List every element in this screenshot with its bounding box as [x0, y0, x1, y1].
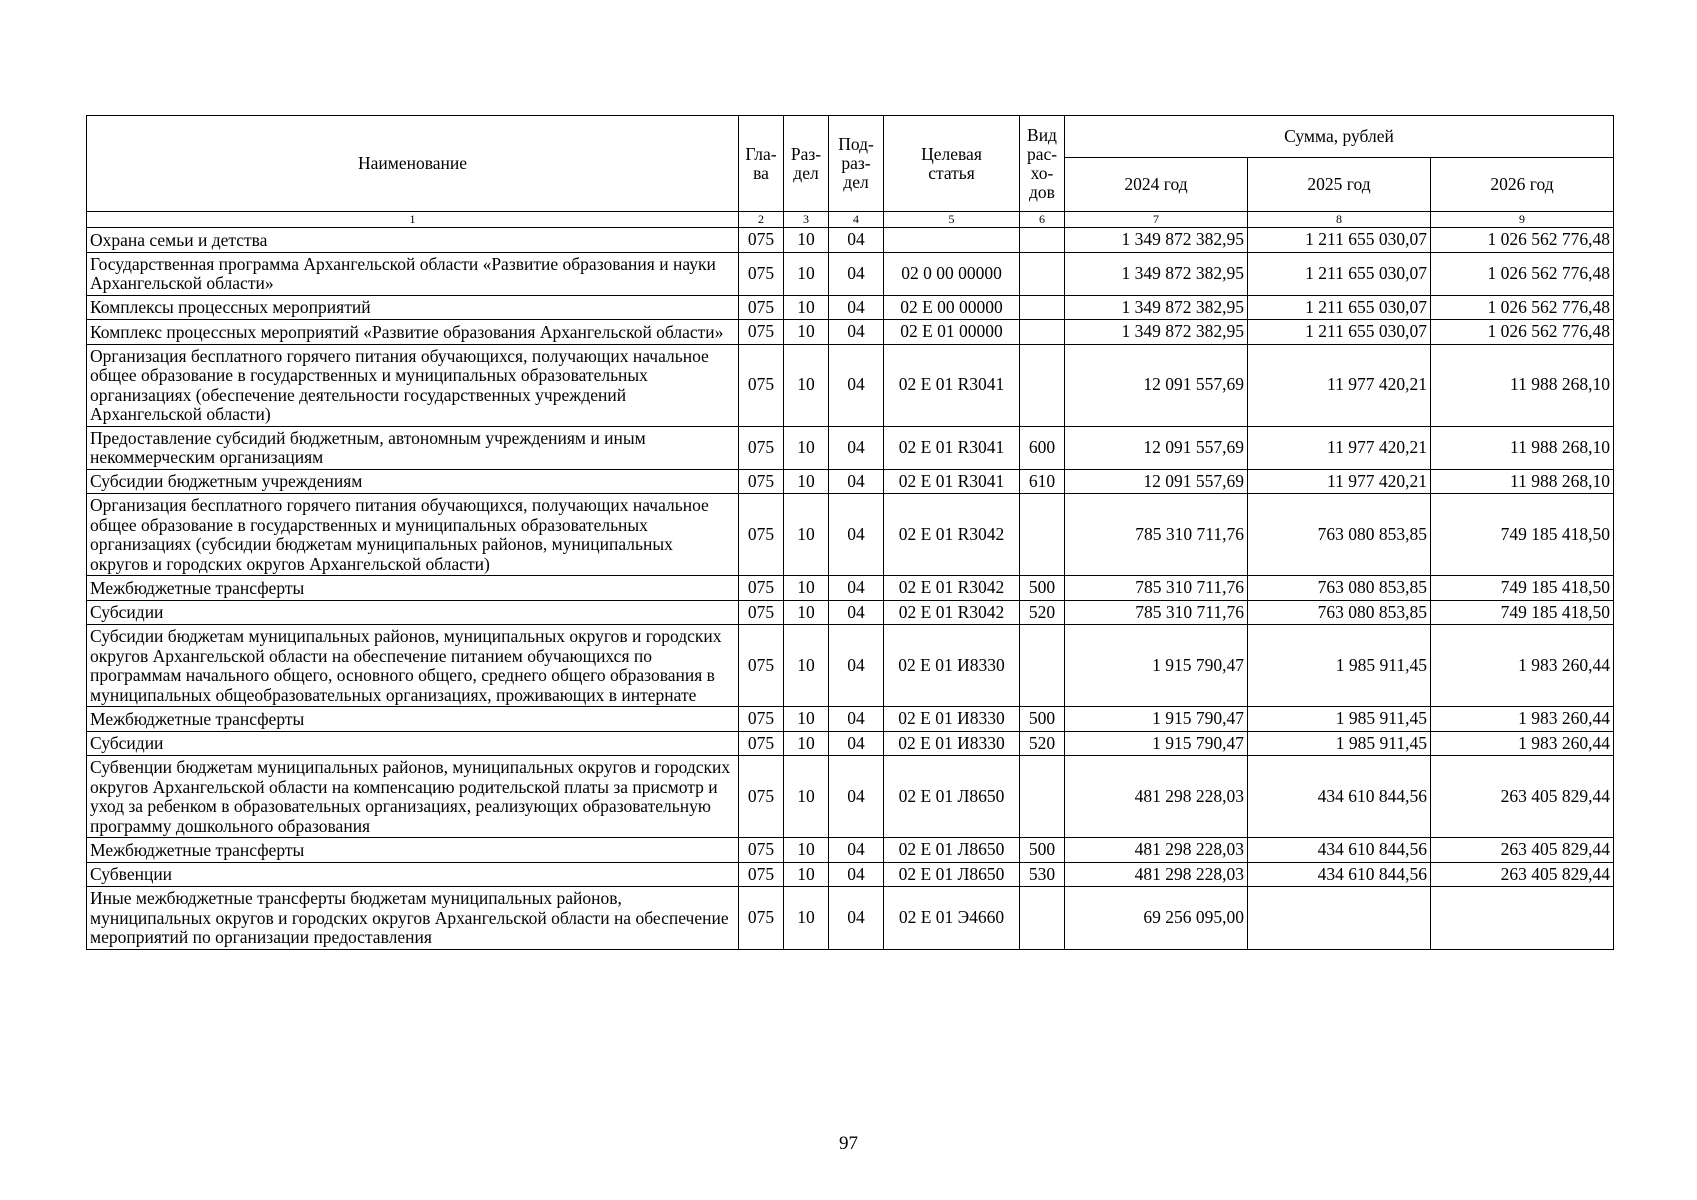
header-chapter: Гла- ва [739, 116, 784, 212]
table-row [87, 494, 1614, 576]
amount-2026: 1 983 260,44 [1431, 731, 1614, 756]
chapter-code: 075 [739, 625, 784, 707]
row-name: Организация бесплатного горячего питания обучающихся, получающих начальное общее образование в государственных и муниципальных образовательных организациях (обеспечение деятельности государственных учреждений Архангельской области) [87, 344, 739, 426]
subsection-code: 04 [829, 252, 884, 295]
expense-type-code: 600 [1020, 426, 1065, 469]
chapter-code: 075 [739, 838, 784, 863]
table-row [87, 469, 1614, 494]
expense-type-code [1020, 756, 1065, 838]
table-row [87, 344, 1614, 426]
subsection-code: 04 [829, 731, 884, 756]
budget-table [86, 115, 1614, 950]
amount-2025: 434 610 844,56 [1248, 862, 1431, 887]
table-row [87, 320, 1614, 345]
header-expense-type: Вид рас- хо- дов [1020, 116, 1065, 212]
amount-2025: 434 610 844,56 [1248, 756, 1431, 838]
subsection-code: 04 [829, 469, 884, 494]
table-row [87, 426, 1614, 469]
table-row [87, 625, 1614, 707]
column-number-row [87, 212, 1614, 228]
amount-2025 [1248, 887, 1431, 950]
section-code: 10 [784, 494, 829, 576]
target-article-code: 02 Е 01 Э4660 [884, 887, 1020, 950]
row-name: Межбюджетные трансферты [87, 838, 739, 863]
table-row [87, 252, 1614, 295]
subsection-code: 04 [829, 600, 884, 625]
chapter-code: 075 [739, 576, 784, 601]
subsection-code: 04 [829, 320, 884, 345]
row-name: Предоставление субсидий бюджетным, автономным учреждениям и иным некоммерческим организациям [87, 426, 739, 469]
chapter-code: 075 [739, 295, 784, 320]
subsection-code: 04 [829, 576, 884, 601]
target-article-code: 02 Е 01 R3041 [884, 426, 1020, 469]
amount-2025: 1 985 911,45 [1248, 707, 1431, 732]
row-name: Комплексы процессных мероприятий [87, 295, 739, 320]
column-number: 5 [884, 212, 1020, 228]
amount-2026: 749 185 418,50 [1431, 494, 1614, 576]
expense-type-code: 610 [1020, 469, 1065, 494]
amount-2024: 1 349 872 382,95 [1065, 228, 1248, 253]
subsection-code: 04 [829, 295, 884, 320]
section-code: 10 [784, 426, 829, 469]
amount-2024: 481 298 228,03 [1065, 838, 1248, 863]
amount-2026: 1 026 562 776,48 [1431, 252, 1614, 295]
table-row [87, 887, 1614, 950]
header-year-2024: 2024 год [1065, 158, 1248, 212]
header-target-article: Целевая статья [884, 116, 1020, 212]
header-sum: Сумма, рублей [1065, 116, 1614, 158]
expense-type-code: 530 [1020, 862, 1065, 887]
amount-2026: 263 405 829,44 [1431, 756, 1614, 838]
amount-2025: 1 985 911,45 [1248, 625, 1431, 707]
expense-type-code: 500 [1020, 576, 1065, 601]
header-year-2025: 2025 год [1248, 158, 1431, 212]
chapter-code: 075 [739, 320, 784, 345]
chapter-code: 075 [739, 494, 784, 576]
amount-2026: 1 026 562 776,48 [1431, 295, 1614, 320]
amount-2026: 749 185 418,50 [1431, 600, 1614, 625]
chapter-code: 075 [739, 252, 784, 295]
amount-2025: 11 977 420,21 [1248, 469, 1431, 494]
target-article-code: 02 Е 01 И8330 [884, 707, 1020, 732]
amount-2026: 11 988 268,10 [1431, 344, 1614, 426]
target-article-code: 02 Е 01 R3042 [884, 600, 1020, 625]
amount-2025: 1 211 655 030,07 [1248, 252, 1431, 295]
row-name: Организация бесплатного горячего питания обучающихся, получающих начальное общее образование в государственных и муниципальных образовательных организациях (субсидии бюджетам муниципальных районов, муниципальных округов и городских округов Архангельской области) [87, 494, 739, 576]
amount-2026: 263 405 829,44 [1431, 838, 1614, 863]
amount-2025: 434 610 844,56 [1248, 838, 1431, 863]
section-code: 10 [784, 887, 829, 950]
row-name: Субсидии бюджетам муниципальных районов, муниципальных округов и городских округов Архангельской области на обеспечение питанием обучающихся по программам начального общего, основного общего, среднего общего образования в муниципальных общеобразовательных организациях, проживающих в интернате [87, 625, 739, 707]
table-row [87, 576, 1614, 601]
row-name: Государственная программа Архангельской области «Развитие образования и науки Архангельской области» [87, 252, 739, 295]
chapter-code: 075 [739, 469, 784, 494]
amount-2024: 785 310 711,76 [1065, 494, 1248, 576]
target-article-code: 02 Е 01 R3041 [884, 469, 1020, 494]
section-code: 10 [784, 731, 829, 756]
amount-2024: 481 298 228,03 [1065, 756, 1248, 838]
table-row [87, 600, 1614, 625]
subsection-code: 04 [829, 756, 884, 838]
chapter-code: 075 [739, 731, 784, 756]
amount-2025: 1 985 911,45 [1248, 731, 1431, 756]
target-article-code [884, 228, 1020, 253]
amount-2024: 1 915 790,47 [1065, 707, 1248, 732]
table-row [87, 228, 1614, 253]
expense-type-code: 520 [1020, 600, 1065, 625]
target-article-code: 02 Е 01 И8330 [884, 731, 1020, 756]
amount-2024: 785 310 711,76 [1065, 576, 1248, 601]
chapter-code: 075 [739, 228, 784, 253]
expense-type-code: 520 [1020, 731, 1065, 756]
table-row [87, 838, 1614, 863]
row-name: Межбюджетные трансферты [87, 576, 739, 601]
amount-2025: 1 211 655 030,07 [1248, 228, 1431, 253]
target-article-code: 02 Е 01 R3041 [884, 344, 1020, 426]
amount-2025: 1 211 655 030,07 [1248, 295, 1431, 320]
column-number: 2 [739, 212, 784, 228]
amount-2024: 1 915 790,47 [1065, 731, 1248, 756]
amount-2026: 749 185 418,50 [1431, 576, 1614, 601]
header-name: Наименование [87, 116, 739, 212]
chapter-code: 075 [739, 862, 784, 887]
section-code: 10 [784, 707, 829, 732]
amount-2024: 12 091 557,69 [1065, 469, 1248, 494]
chapter-code: 075 [739, 600, 784, 625]
column-number: 1 [87, 212, 739, 228]
target-article-code: 02 Е 01 И8330 [884, 625, 1020, 707]
expense-type-code [1020, 625, 1065, 707]
chapter-code: 075 [739, 707, 784, 732]
chapter-code: 075 [739, 756, 784, 838]
expense-type-code [1020, 252, 1065, 295]
column-number: 6 [1020, 212, 1065, 228]
subsection-code: 04 [829, 625, 884, 707]
section-code: 10 [784, 625, 829, 707]
amount-2024: 12 091 557,69 [1065, 344, 1248, 426]
amount-2024: 1 915 790,47 [1065, 625, 1248, 707]
amount-2026: 1 026 562 776,48 [1431, 320, 1614, 345]
amount-2026: 1 983 260,44 [1431, 707, 1614, 732]
row-name: Охрана семьи и детства [87, 228, 739, 253]
section-code: 10 [784, 862, 829, 887]
amount-2024: 481 298 228,03 [1065, 862, 1248, 887]
amount-2024: 1 349 872 382,95 [1065, 295, 1248, 320]
amount-2025: 11 977 420,21 [1248, 344, 1431, 426]
table-row [87, 756, 1614, 838]
table-row [87, 707, 1614, 732]
section-code: 10 [784, 838, 829, 863]
row-name: Иные межбюджетные трансферты бюджетам муниципальных районов, муниципальных округов и городских округов Архангельской области на обеспечение мероприятий по организации предоставления [87, 887, 739, 950]
subsection-code: 04 [829, 228, 884, 253]
column-number: 3 [784, 212, 829, 228]
subsection-code: 04 [829, 344, 884, 426]
target-article-code: 02 Е 01 Л8650 [884, 756, 1020, 838]
amount-2025: 11 977 420,21 [1248, 426, 1431, 469]
column-number: 4 [829, 212, 884, 228]
amount-2025: 763 080 853,85 [1248, 600, 1431, 625]
expense-type-code [1020, 344, 1065, 426]
table-body [87, 228, 1614, 950]
amount-2026 [1431, 887, 1614, 950]
amount-2026: 11 988 268,10 [1431, 426, 1614, 469]
expense-type-code: 500 [1020, 707, 1065, 732]
subsection-code: 04 [829, 707, 884, 732]
chapter-code: 075 [739, 426, 784, 469]
target-article-code: 02 Е 01 R3042 [884, 494, 1020, 576]
subsection-code: 04 [829, 887, 884, 950]
subsection-code: 04 [829, 838, 884, 863]
amount-2025: 763 080 853,85 [1248, 576, 1431, 601]
target-article-code: 02 0 00 00000 [884, 252, 1020, 295]
amount-2024: 1 349 872 382,95 [1065, 252, 1248, 295]
header-section: Раз- дел [784, 116, 829, 212]
section-code: 10 [784, 252, 829, 295]
amount-2024: 12 091 557,69 [1065, 426, 1248, 469]
chapter-code: 075 [739, 887, 784, 950]
row-name: Субсидии [87, 600, 739, 625]
target-article-code: 02 Е 01 Л8650 [884, 862, 1020, 887]
target-article-code: 02 Е 01 R3042 [884, 576, 1020, 601]
expense-type-code [1020, 320, 1065, 345]
expense-type-code [1020, 494, 1065, 576]
header-subsection: Под- раз- дел [829, 116, 884, 212]
target-article-code: 02 Е 01 Л8650 [884, 838, 1020, 863]
row-name: Субсидии бюджетным учреждениям [87, 469, 739, 494]
section-code: 10 [784, 344, 829, 426]
amount-2026: 1 983 260,44 [1431, 625, 1614, 707]
table-row [87, 295, 1614, 320]
page-number: 97 [839, 1133, 858, 1154]
column-number: 8 [1248, 212, 1431, 228]
row-name: Субвенции [87, 862, 739, 887]
amount-2024: 69 256 095,00 [1065, 887, 1248, 950]
row-name: Субвенции бюджетам муниципальных районов, муниципальных округов и городских округов Архангельской области на компенсацию родительской платы за присмотр и уход за ребенком в образовательных организациях, реализующих образовательную программу дошкольного образования [87, 756, 739, 838]
expense-type-code [1020, 228, 1065, 253]
expense-type-code: 500 [1020, 838, 1065, 863]
amount-2025: 763 080 853,85 [1248, 494, 1431, 576]
section-code: 10 [784, 320, 829, 345]
amount-2026: 1 026 562 776,48 [1431, 228, 1614, 253]
amount-2025: 1 211 655 030,07 [1248, 320, 1431, 345]
section-code: 10 [784, 295, 829, 320]
chapter-code: 075 [739, 344, 784, 426]
header-year-2026: 2026 год [1431, 158, 1614, 212]
section-code: 10 [784, 469, 829, 494]
table-row [87, 862, 1614, 887]
row-name: Субсидии [87, 731, 739, 756]
column-number: 7 [1065, 212, 1248, 228]
row-name: Межбюджетные трансферты [87, 707, 739, 732]
expense-type-code [1020, 295, 1065, 320]
section-code: 10 [784, 756, 829, 838]
table-row [87, 731, 1614, 756]
section-code: 10 [784, 228, 829, 253]
subsection-code: 04 [829, 494, 884, 576]
subsection-code: 04 [829, 862, 884, 887]
row-name: Комплекс процессных мероприятий «Развитие образования Архангельской области» [87, 320, 739, 345]
amount-2024: 1 349 872 382,95 [1065, 320, 1248, 345]
amount-2024: 785 310 711,76 [1065, 600, 1248, 625]
column-number: 9 [1431, 212, 1614, 228]
section-code: 10 [784, 576, 829, 601]
amount-2026: 263 405 829,44 [1431, 862, 1614, 887]
subsection-code: 04 [829, 426, 884, 469]
expense-type-code [1020, 887, 1065, 950]
target-article-code: 02 Е 01 00000 [884, 320, 1020, 345]
target-article-code: 02 Е 00 00000 [884, 295, 1020, 320]
section-code: 10 [784, 600, 829, 625]
amount-2026: 11 988 268,10 [1431, 469, 1614, 494]
